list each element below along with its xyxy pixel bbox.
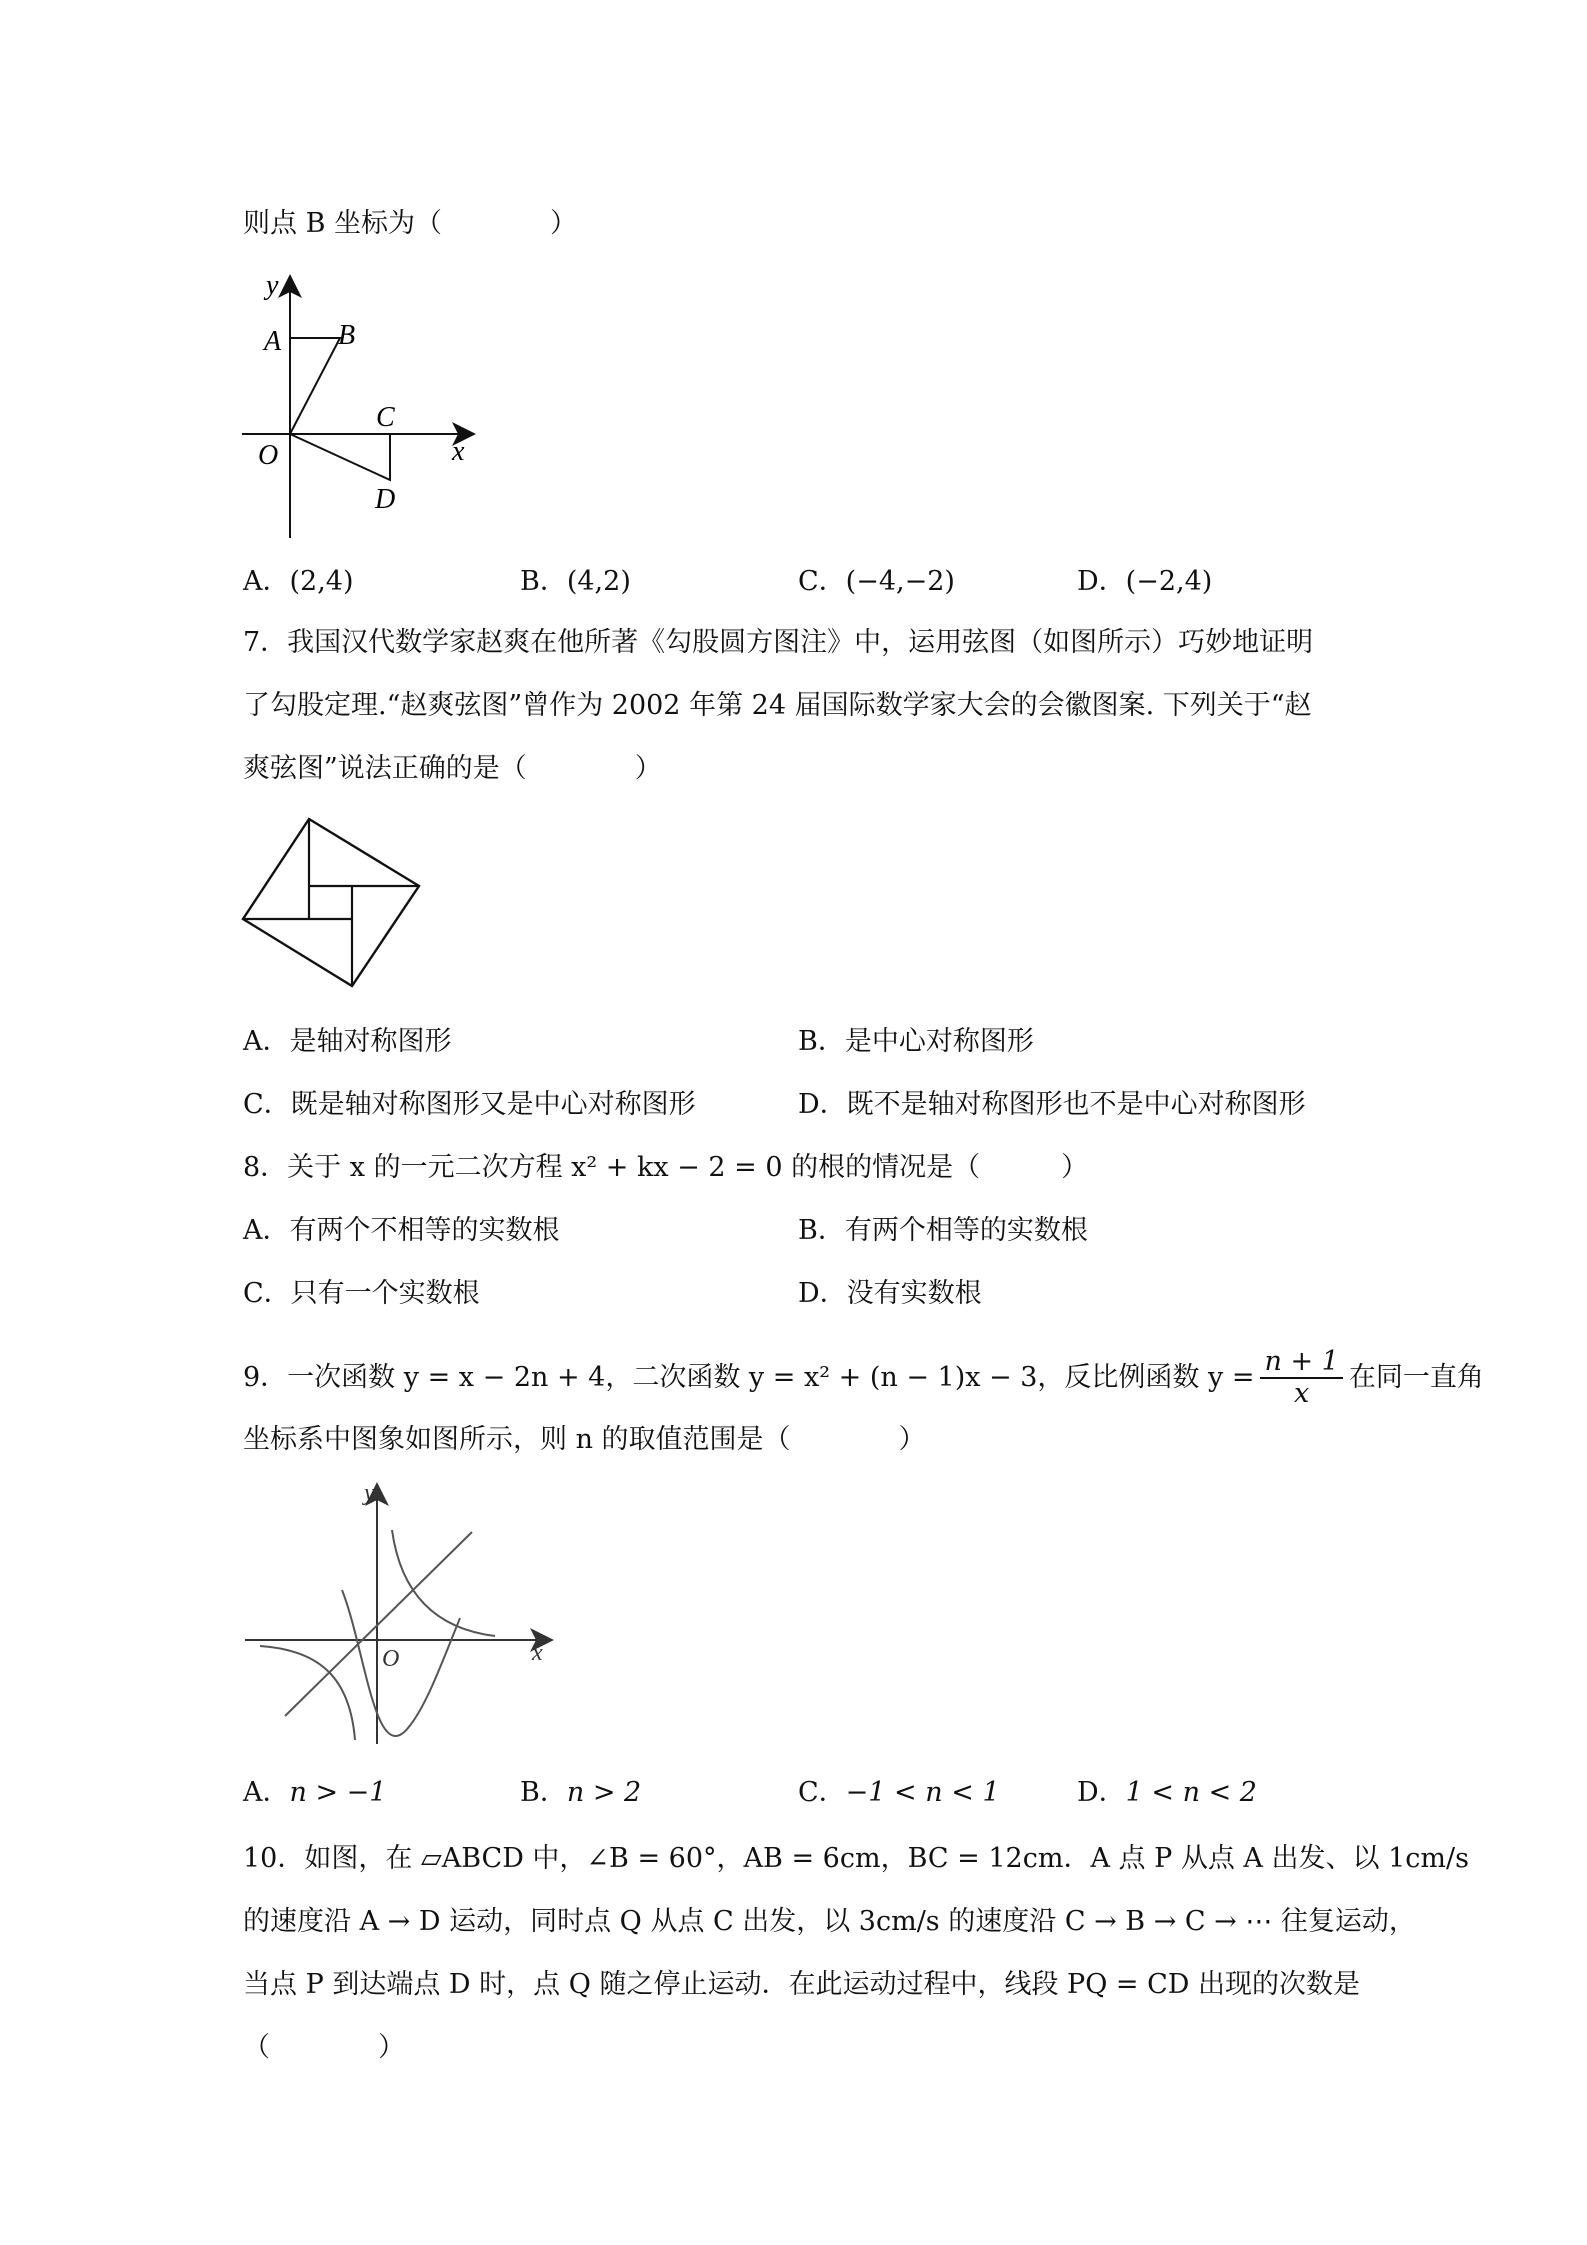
q6-label-x: x: [452, 436, 465, 467]
q10-stem-line3: 当点 P 到达端点 D 时，点 Q 随之停止运动．在此运动过程中，线段 PQ = CD 出现的次数是: [243, 1969, 1361, 2000]
q7-zhao-shuang-diagram: [240, 814, 425, 994]
q6-label-y: y: [266, 270, 279, 301]
q9-linear-graph: [285, 1532, 472, 1716]
q8-option-c: C．只有一个实数根: [243, 1278, 480, 1309]
q6-option-c: C．(−4,−2): [798, 566, 955, 597]
q9-option-a: A．n > −1: [243, 1777, 387, 1808]
q7-option-b: B．是中心对称图形: [798, 1026, 1034, 1057]
q8-stem: 8．关于 x 的一元二次方程 x² + kx − 2 = 0 的根的情况是（ ）: [243, 1152, 1089, 1183]
q9-stem-part-b: 在同一直角: [1348, 1362, 1484, 1393]
q6-label-C: C: [376, 402, 395, 433]
q10-stem-line1: 10．如图，在 ▱ABCD 中，∠B = 60°，AB = 6cm，BC = 12cm．A 点 P 从点 A 出发、以 1cm/s: [243, 1843, 1469, 1874]
q9-label-O: O: [382, 1646, 400, 1672]
q6-label-B: B: [338, 320, 356, 351]
q9-parabola: [342, 1590, 460, 1736]
q7-option-a: A．是轴对称图形: [243, 1026, 452, 1057]
q7-option-d: D．既不是轴对称图形也不是中心对称图形: [798, 1089, 1306, 1120]
q10-stem-line2: 的速度沿 A → D 运动，同时点 Q 从点 C 出发，以 3cm/s 的速度沿 C → B → C → ⋯ 往复运动，: [243, 1906, 1416, 1937]
q9-option-c: C．−1 < n < 1: [798, 1777, 1000, 1808]
q9-option-d: D．1 < n < 2: [1077, 1777, 1257, 1808]
q9-stem-line1: [243, 1347, 1484, 1409]
q9-option-b: B．n > 2: [520, 1777, 642, 1808]
q7-stem-line2: 了勾股定理.“赵爽弦图”曾作为 2002 年第 24 届国际数学家大会的会徽图案. 下列关于“赵: [243, 690, 1312, 721]
q9-stem-part-a: 9．一次函数 y = x − 2n + 4，二次函数 y = x² + (n − 1)x − 3，反比例函数 y =: [243, 1362, 1255, 1393]
q9-fraction-denominator: x: [1294, 1378, 1310, 1409]
q9-fraction: [1260, 1347, 1342, 1409]
q9-label-x: x: [532, 1640, 543, 1666]
q9-function-graphs: [240, 1478, 560, 1753]
q9-fraction-numerator: n + 1: [1260, 1347, 1342, 1379]
q6-label-A: A: [264, 326, 282, 357]
q6-option-b: B．(4,2): [520, 566, 631, 597]
q6-coordinate-figure: [240, 268, 490, 543]
q8-option-a: A．有两个不相等的实数根: [243, 1215, 560, 1246]
q7-outer-square: [243, 819, 419, 986]
q6-option-d: D．(−2,4): [1077, 566, 1213, 597]
q7-stem-line3: 爽弦图”说法正确的是（ ）: [243, 753, 662, 784]
q9-label-y: y: [364, 1480, 375, 1506]
q9-hyperbola-branch-1: [392, 1530, 495, 1636]
q6-stem-tail: 则点 B 坐标为（ ）: [243, 208, 578, 239]
q7-stem-line1: 7．我国汉代数学家赵爽在他所著《勾股圆方图注》中，运用弦图（如图所示）巧妙地证明: [243, 627, 1314, 658]
q6-triangle-oab: [290, 338, 340, 434]
q6-option-a: A．(2,4): [243, 566, 354, 597]
q6-label-D: D: [375, 484, 396, 515]
q8-option-b: B．有两个相等的实数根: [798, 1215, 1088, 1246]
q7-option-c: C．既是轴对称图形又是中心对称图形: [243, 1089, 696, 1120]
q6-triangle-ocd: [290, 434, 390, 480]
q9-stem-line2: 坐标系中图象如图所示，则 n 的取值范围是（ ）: [243, 1424, 926, 1455]
q6-label-O: O: [258, 440, 279, 471]
q10-stem-line4: （ ）: [243, 2032, 405, 2063]
q8-option-d: D．没有实数根: [798, 1278, 982, 1309]
